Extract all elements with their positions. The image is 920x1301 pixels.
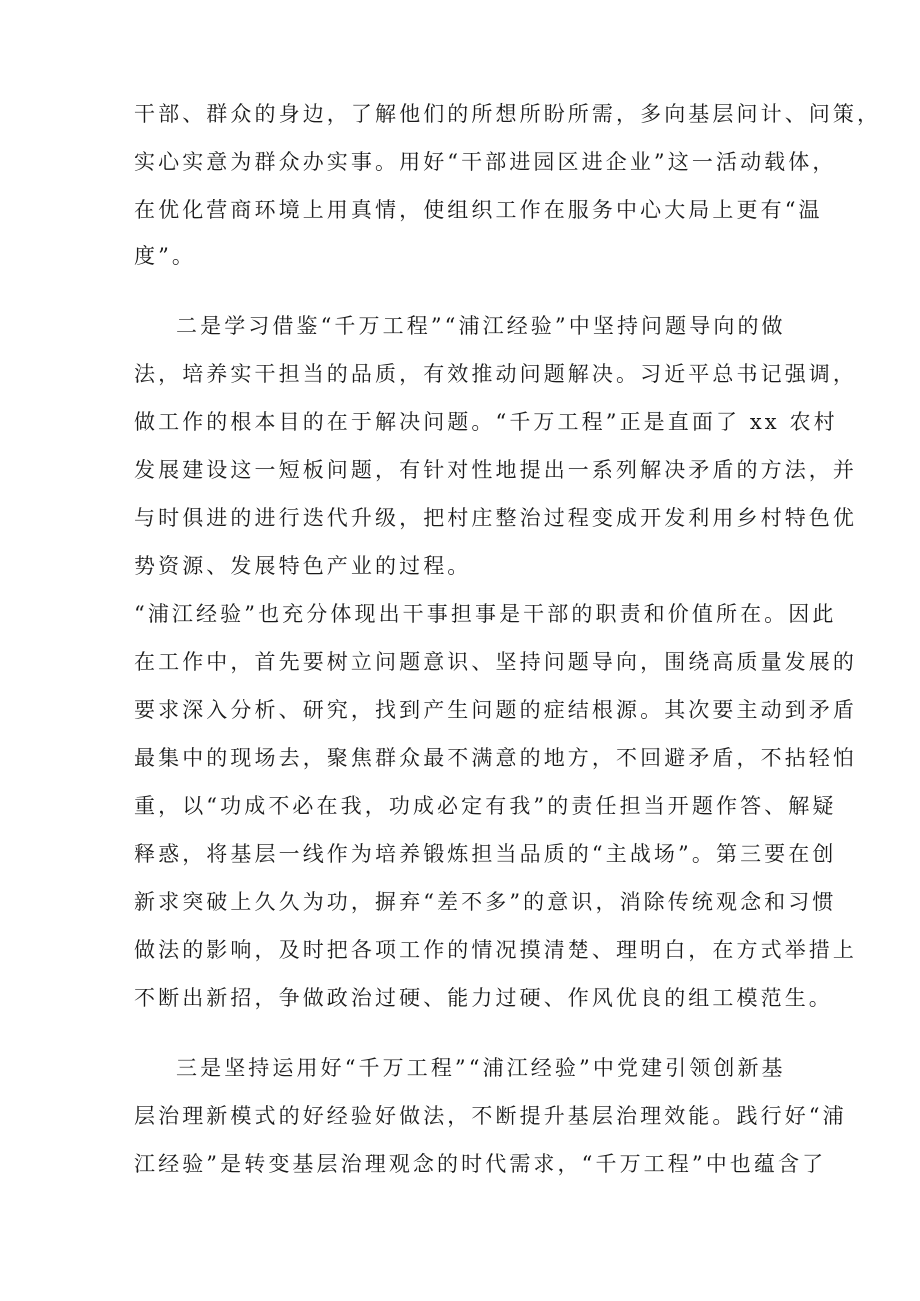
text-line: 不断出新招，争做政治过硬、能力过硬、作风优良的组工模范生。	[134, 986, 833, 1010]
text-line: 释惑，将基层一线作为培养锻炼担当品质的“主战场”。第三要在创	[134, 842, 837, 866]
text-line: 做法的影响，及时把各项工作的情况摸清楚、理明白，在方式举措上	[134, 938, 857, 962]
text-line: 重，以“功成不必在我，功成必定有我”的责任担当开题作答、解疑	[134, 794, 837, 818]
text-line: 法，培养实干担当的品质，有效推动问题解决。习近平总书记强调，	[134, 362, 857, 386]
text-line: 新求突破上久久为功，摒弃“差不多”的意识，消除传统观念和习惯	[134, 890, 837, 914]
text-line: 做工作的根本目的在于解决问题。“千万工程”正是直面了 xx 农村	[134, 410, 838, 434]
text-line: 发展建设这一短板问题，有针对性地提出一系列解决矛盾的方法，并	[134, 458, 857, 482]
text-line: “浦江经验”也充分体现出干事担事是干部的职责和价值所在。因此	[134, 602, 837, 626]
text-line: 度”。	[134, 244, 197, 268]
text-line: 与时俱进的进行迭代升级，把村庄整治过程变成开发利用乡村特色优	[134, 506, 857, 530]
text-line: 要求深入分析、研究，找到产生问题的症结根源。其次要主动到矛盾	[134, 698, 857, 722]
paragraph-first-line: 二是学习借鉴“千万工程”“浦江经验”中坚持问题导向的做	[176, 314, 786, 338]
text-line: 势资源、发展特色产业的过程。	[134, 554, 472, 578]
text-line: 在工作中，首先要树立问题意识、坚持问题导向，围绕高质量发展的	[134, 650, 857, 674]
text-line: 在优化营商环境上用真情，使组织工作在服务中心大局上更有“温	[134, 198, 823, 222]
text-line: 江经验”是转变基层治理观念的时代需求，“千万工程”中也蕴含了	[134, 1152, 827, 1176]
paragraph-first-line: 三是坚持运用好“千万工程”“浦江经验”中党建引领创新基	[176, 1056, 786, 1080]
text-line: 干部、群众的身边，了解他们的所想所盼所需，多向基层问计、问策，	[134, 102, 882, 126]
text-line: 最集中的现场去，聚焦群众最不满意的地方，不回避矛盾，不拈轻怕	[134, 746, 857, 770]
text-line: 实心实意为群众办实事。用好“干部进园区进企业”这一活动载体，	[134, 150, 837, 174]
text-line: 层治理新模式的好经验好做法，不断提升基层治理效能。践行好“浦	[134, 1104, 847, 1128]
